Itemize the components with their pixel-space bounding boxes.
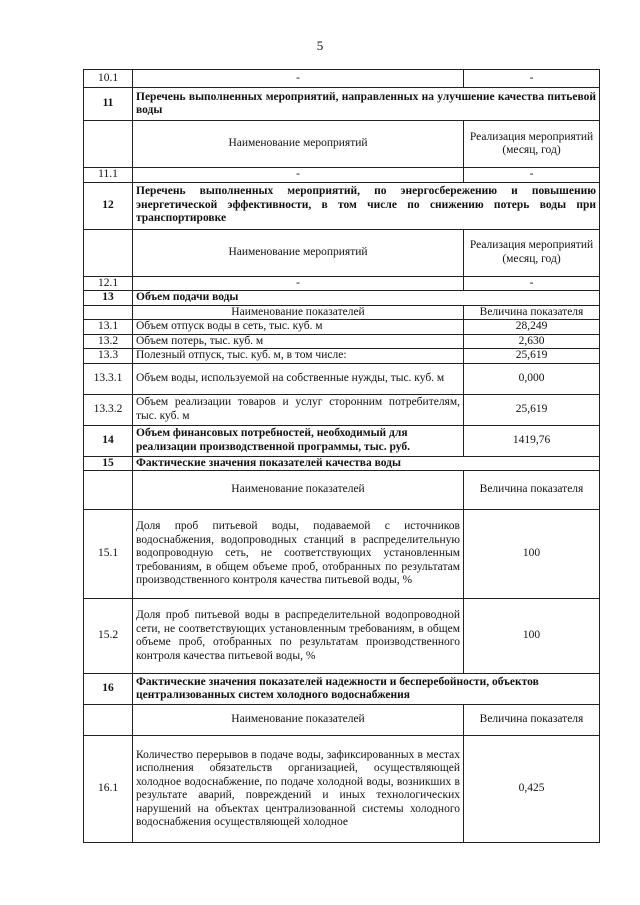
section-title: Перечень выполненных мероприятий, направленных на улучшение качества питьевой воды <box>133 88 600 121</box>
row-value: 0,425 <box>464 736 600 843</box>
section-row <box>84 88 600 121</box>
section-title: Фактические значения показателей качества воды <box>133 456 600 471</box>
row-value: 25,619 <box>464 394 600 425</box>
section-number: 11 <box>84 88 133 121</box>
row-value: - <box>464 276 600 291</box>
row-value: 0,000 <box>464 363 600 394</box>
row-name: Объем потерь, тыс. куб. м <box>133 334 464 349</box>
table-row <box>84 510 600 599</box>
header-value: Реализация мероприятий (месяц, год) <box>464 229 600 276</box>
row-name: Объем реализации товаров и услуг сторонним потребителям, тыс. куб. м <box>133 394 464 425</box>
table-row <box>84 70 600 88</box>
section-number: 13 <box>84 291 133 306</box>
header-row <box>84 229 600 276</box>
row-value: - <box>464 70 600 88</box>
table-row <box>84 349 600 364</box>
row-name: Объем воды, используемой на собственные нужды, тыс. куб. м <box>133 363 464 394</box>
header-row <box>84 471 600 510</box>
section-title: Фактические значения показателей надежности и бесперебойности, объектов централизованных систем холодного водоснабжения <box>133 674 600 705</box>
header-value: Реализация мероприятий (месяц, год) <box>464 121 600 168</box>
row-name: Полезный отпуск, тыс. куб. м, в том числе: <box>133 349 464 364</box>
page-number: 5 <box>316 38 324 53</box>
row-name: Количество перерывов в подаче воды, зафиксированных в местах исполнения обязательств организацией, осуществляющей холодное водоснабжение, по подаче холодной воды, возникших в результате аварий, повреждений и иных технологических нарушений на объектах централизованной системы холодного водоснабжения осуществляющей холодное <box>133 736 464 843</box>
row-number: 13.3.2 <box>84 394 133 425</box>
row-name: - <box>133 70 464 88</box>
row-number: 13.3 <box>84 349 133 364</box>
row-number: 13.2 <box>84 334 133 349</box>
row-value: 2,630 <box>464 334 600 349</box>
table-row <box>84 276 600 291</box>
row-number: 11.1 <box>84 168 133 183</box>
header-value: Величина показателя <box>464 471 600 510</box>
row-number: 13.3.1 <box>84 363 133 394</box>
section-number: 12 <box>84 182 133 229</box>
header-row <box>84 705 600 736</box>
section-title: Объем подачи воды <box>133 291 600 306</box>
row-name: Объем отпуск воды в сеть, тыс. куб. м <box>133 320 464 335</box>
section-row <box>84 456 600 471</box>
section-number: 16 <box>84 674 133 705</box>
row-value: 28,249 <box>464 320 600 335</box>
row-name: - <box>133 276 464 291</box>
section-row <box>84 291 600 306</box>
header-name: Наименование показателей <box>133 471 464 510</box>
header-name: Наименование мероприятий <box>133 121 464 168</box>
section-row <box>84 182 600 229</box>
row-number: 13.1 <box>84 320 133 335</box>
section-title: Объем финансовых потребностей, необходимый для реализации производственной программы, тыс. руб. <box>133 425 464 456</box>
section-number: 15 <box>84 456 133 471</box>
table-row <box>84 320 600 335</box>
section-row <box>84 425 600 456</box>
row-number: 16.1 <box>84 736 133 843</box>
table-row <box>84 394 600 425</box>
row-number: 12.1 <box>84 276 133 291</box>
row-number: 15.1 <box>84 510 133 599</box>
row-name: Доля проб питьевой воды в распределительной водопроводной сети, не соответствующих установленным требованиям, в общем объеме проб, отобранных по результатам производственного контроля качества питьевой воды, % <box>133 599 464 674</box>
header-name: Наименование показателей <box>133 705 464 736</box>
row-value: - <box>464 168 600 183</box>
table-row <box>84 363 600 394</box>
header-row <box>84 305 600 320</box>
section-number: 14 <box>84 425 133 456</box>
row-value: 100 <box>464 510 600 599</box>
program-table <box>83 69 600 843</box>
section-row <box>84 674 600 705</box>
row-value: 25,619 <box>464 349 600 364</box>
header-name: Наименование мероприятий <box>133 229 464 276</box>
row-name: - <box>133 168 464 183</box>
table-row <box>84 168 600 183</box>
section-title: Перечень выполненных мероприятий, по энергосбережению и повышению энергетической эффективности, в том числе по снижению потерь воды при транспортировке <box>133 182 600 229</box>
header-value: Величина показателя <box>464 705 600 736</box>
header-name: Наименование показателей <box>133 305 464 320</box>
header-row <box>84 121 600 168</box>
table-row <box>84 736 600 843</box>
table-row <box>84 599 600 674</box>
section-value: 1419,76 <box>464 425 600 456</box>
row-value: 100 <box>464 599 600 674</box>
row-number: 15.2 <box>84 599 133 674</box>
row-number: 10.1 <box>84 70 133 88</box>
row-name: Доля проб питьевой воды, подаваемой с источников водоснабжения, водопроводных станций в распределительную водопроводную сеть, не соответствующих установленным требованиям, в общем объеме проб, отобранных по результатам производственного контроля качества питьевой воды, % <box>133 510 464 599</box>
table-row <box>84 334 600 349</box>
header-value: Величина показателя <box>464 305 600 320</box>
